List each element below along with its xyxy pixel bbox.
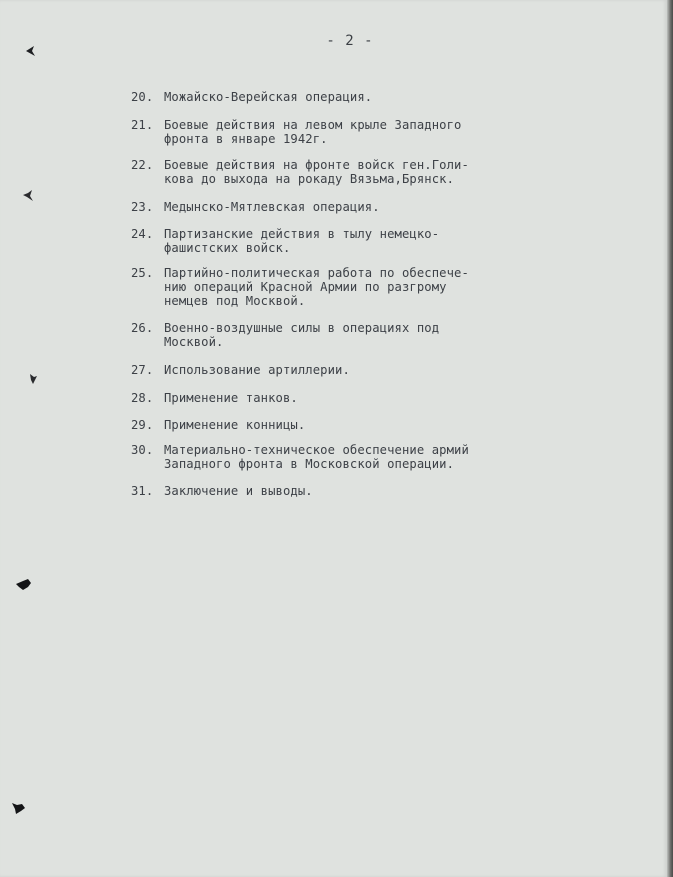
toc-entry-30 <box>131 443 531 471</box>
toc-entry-text: Военно-воздушные силы в операциях под Москвой. <box>164 321 440 349</box>
toc-entry-28 <box>131 391 531 405</box>
toc-entry-25 <box>131 266 531 308</box>
punch-hole-mark <box>21 189 35 201</box>
toc-entry-text: Боевые действия на левом крыле Западного фронта в январе 1942г. <box>164 118 462 146</box>
punch-hole-mark <box>26 372 40 384</box>
toc-entry-26 <box>131 321 531 349</box>
toc-entry-text: Использование артиллерии. <box>164 363 350 377</box>
toc-entry-number: 24. <box>131 227 154 241</box>
toc-entry-21 <box>131 118 531 146</box>
toc-entry-24 <box>131 227 531 255</box>
toc-entry-text: Применение танков. <box>164 391 298 405</box>
toc-entry-number: 20. <box>131 90 154 104</box>
toc-entry-number: 27. <box>131 363 154 377</box>
toc-entry-number: 21. <box>131 118 154 132</box>
toc-entry-text: Боевые действия на фронте войск ген.Голи- кова до выхода на рокаду Вязьма,Брянск. <box>164 158 469 186</box>
toc-entry-text: Партизанские действия в тылу немецко- фашистских войск. <box>164 227 440 255</box>
punch-hole-mark <box>23 44 37 56</box>
toc-entry-text: Можайско-Верейская операция. <box>164 90 373 104</box>
toc-entry-20 <box>131 90 531 104</box>
punch-hole-mark <box>10 800 24 812</box>
toc-entry-number: 29. <box>131 418 154 432</box>
page-edge <box>667 0 673 877</box>
toc-entry-27 <box>131 363 531 377</box>
toc-entry-29 <box>131 418 531 432</box>
toc-entry-text: Материально-техническое обеспечение армий Западного фронта в Московской операции. <box>164 443 469 471</box>
toc-entry-22 <box>131 158 531 186</box>
page-number: - 2 - <box>326 33 374 49</box>
toc-entry-number: 28. <box>131 391 154 405</box>
toc-entry-23 <box>131 200 531 214</box>
toc-entry-number: 23. <box>131 200 154 214</box>
toc-entry-text: Медынско-Мятлевская операция. <box>164 200 380 214</box>
toc-entry-number: 22. <box>131 158 154 172</box>
table-of-contents <box>131 90 531 498</box>
toc-entry-31 <box>131 484 531 498</box>
toc-entry-text: Применение конницы. <box>164 418 306 432</box>
toc-entry-text: Заключение и выводы. <box>164 484 313 498</box>
toc-entry-number: 30. <box>131 443 154 457</box>
toc-entry-text: Партийно-политическая работа по обеспече- нию операций Красной Армии по разгрому немцев под Москвой. <box>164 266 469 308</box>
toc-entry-number: 26. <box>131 321 154 335</box>
toc-entry-number: 31. <box>131 484 154 498</box>
toc-entry-number: 25. <box>131 266 154 280</box>
punch-hole-mark <box>15 578 29 590</box>
